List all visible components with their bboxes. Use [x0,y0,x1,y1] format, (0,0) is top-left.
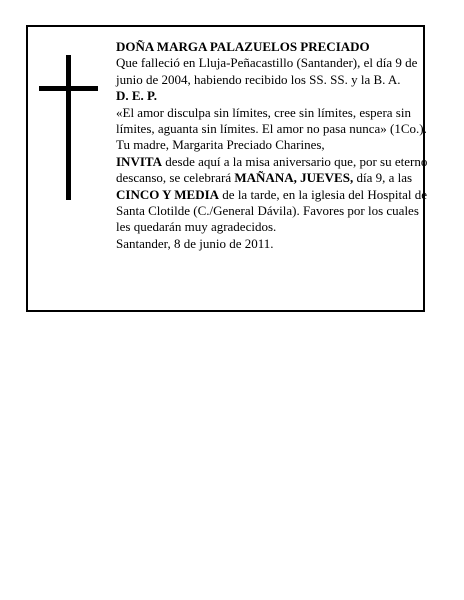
rip-line: D. E. P. [116,88,158,104]
invitation-day: MAÑANA, JUEVES, [234,170,354,186]
quote: «El amor disculpa sin límites, cree sin límites, espera sin límites, aguanta sin límites. El amor no pasa nunca» (1Co.). [116,104,427,137]
invita-word: INVITA [116,153,162,169]
cross-horizontal-bar [39,86,98,91]
invitation-paragraph [116,154,428,236]
notice-text [116,39,428,252]
deceased-name: DOÑA MARGA PALAZUELOS PRECIADO [116,39,370,54]
family-line: Tu madre, Margarita Preciado Charines, [116,137,325,153]
invitation-text-3: de la tarde, en la iglesia del Hospital de Santa Clotilde (C./General Dávila). Favores por los cuales les quedarán muy agradecidos. [116,186,427,235]
invitation-text-2: día 9, a las [353,170,413,186]
obituary-notice [26,25,428,312]
death-details: Que falleció en Lluja-Peñacastillo (Santander), el día 9 de junio de 2004, habiendo recibido los SS. SS. y la B. A. [116,55,418,87]
place-date: Santander, 8 de junio de 2011. [116,235,274,251]
cross-vertical-bar [66,55,71,200]
invitation-text-1: desde aquí a la misa aniversario que, por su eterno descanso, se celebrará [116,153,428,186]
cross-icon [39,55,99,200]
invitation-time: CINCO Y MEDIA [116,186,220,202]
